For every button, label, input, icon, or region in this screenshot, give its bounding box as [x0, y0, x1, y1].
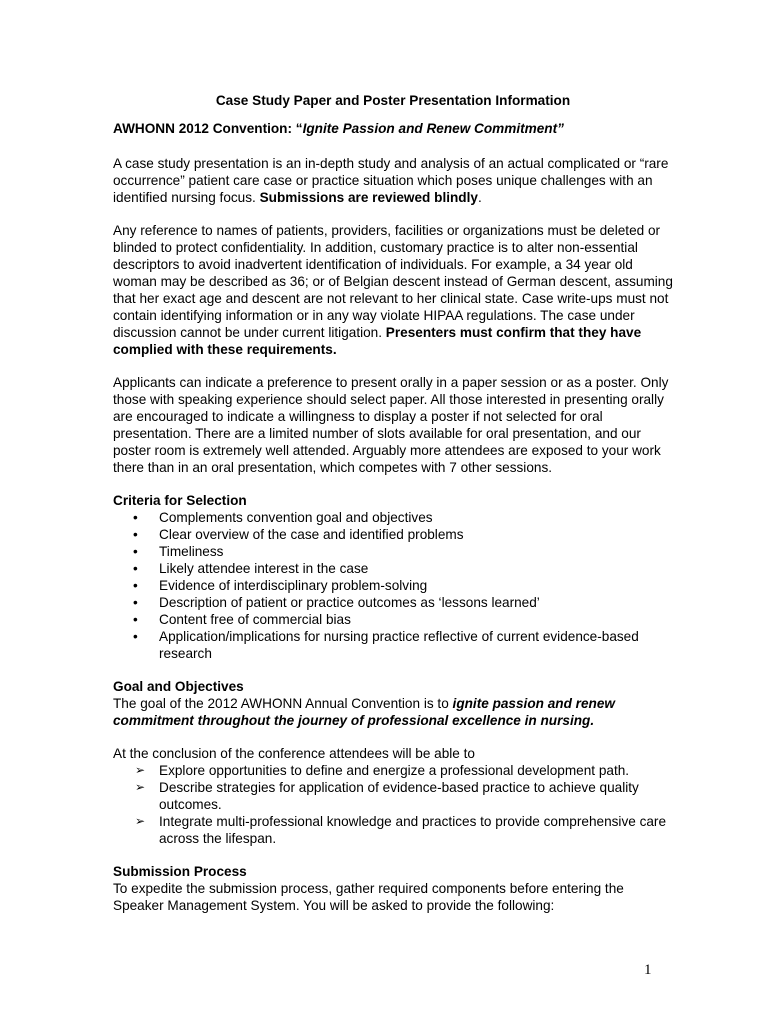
goal-text: The goal of the 2012 AWHONN Annual Convention is to	[113, 696, 453, 711]
objectives-intro: At the conclusion of the conference attendees will be able to	[113, 746, 475, 761]
list-item: • Likely attendee interest in the case	[133, 561, 369, 576]
list-item: ➢ Explore opportunities to define and energize a professional development path.	[135, 763, 630, 778]
page-number: 1	[644, 962, 652, 978]
convention-theme: Ignite Passion and Renew Commitment”	[302, 121, 564, 136]
confidentiality-bold: Presenters must confirm that they have complied with these requirements.	[113, 325, 642, 357]
preference-paragraph: Applicants can indicate a preference to present orally in a paper session or as a poster. Only those with speaking experience should select paper. All those interested in presenting orally are encouraged to indicate a willingness to display a poster if not selected for oral presentation. There are a limited number of slots available for oral presentation, and our poster room is extremely well attended. Arguably more attendees are exposed to your work there than in an oral presentation, which competes with 7 other sessions.	[113, 375, 669, 475]
list-item: • Complements convention goal and objectives	[133, 510, 433, 525]
document-body	[113, 92, 673, 914]
arrow-bullet-icon: ➢	[135, 780, 146, 794]
goal-emphasis: ignite passion and renew commitment throughout the journey of professional excellence in nursing.	[113, 696, 615, 728]
list-item: • Clear overview of the case and identified problems	[133, 527, 464, 542]
list-item: ➢ Integrate multi-professional knowledge and practices to provide comprehensive care across the lifespan.	[135, 814, 667, 846]
goal-paragraph	[113, 695, 673, 729]
bullet-icon: •	[133, 578, 138, 593]
convention-prefix: AWHONN 2012 Convention: “	[113, 121, 303, 136]
criteria-heading: Criteria for Selection	[113, 493, 247, 508]
bullet-icon: •	[133, 510, 138, 525]
intro-text: A case study presentation is an in-depth study and analysis of an actual complicated or “rare occurrence” patient care case or practice situation which poses unique challenges with an identified nursing focus.	[113, 156, 669, 205]
list-item: ➢ Describe strategies for application of evidence-based practice to achieve quality outcomes.	[135, 780, 639, 812]
bullet-icon: •	[133, 561, 138, 576]
intro-end: .	[477, 190, 482, 205]
bullet-icon: •	[133, 527, 138, 542]
list-item: • Content free of commercial bias	[133, 612, 351, 627]
document-title: Case Study Paper and Poster Presentation Information	[215, 93, 571, 108]
arrow-bullet-icon: ➢	[135, 814, 146, 828]
convention-line	[113, 120, 673, 137]
list-item: • Application/implications for nursing practice reflective of current evidence-based research	[133, 629, 639, 661]
bullet-icon: •	[133, 612, 138, 627]
arrow-bullet-icon: ➢	[135, 763, 146, 777]
submission-heading: Submission Process	[113, 864, 247, 879]
bullet-icon: •	[133, 544, 138, 559]
confidentiality-paragraph	[113, 222, 673, 358]
intro-paragraph	[113, 155, 673, 206]
bullet-icon: •	[133, 629, 138, 644]
submission-paragraph: To expedite the submission process, gather required components before entering the Speaker Management System. You will be asked to provide the following:	[113, 881, 624, 913]
list-item: • Description of patient or practice outcomes as ‘lessons learned’	[133, 595, 540, 610]
criteria-list	[113, 509, 673, 662]
list-item: • Timeliness	[133, 544, 224, 559]
intro-bold: Submissions are reviewed blindly	[259, 190, 478, 205]
bullet-icon: •	[133, 595, 138, 610]
list-item: • Evidence of interdisciplinary problem-solving	[133, 578, 428, 593]
objectives-list	[113, 762, 673, 847]
confidentiality-text: Any reference to names of patients, providers, facilities or organizations must be deleted or blinded to protect confidentiality. In addition, customary practice is to alter non-essential descriptors to avoid inadvertent identification of individuals. For example, a 34 year old woman may be described as 36; or of Belgian descent instead of German descent, assuming that her exact age and descent are not relevant to her clinical state. Case write-ups must not contain identifying information or in any way violate HIPAA regulations. The case under discussion cannot be under current litigation.	[113, 223, 673, 340]
goal-heading: Goal and Objectives	[113, 679, 244, 694]
